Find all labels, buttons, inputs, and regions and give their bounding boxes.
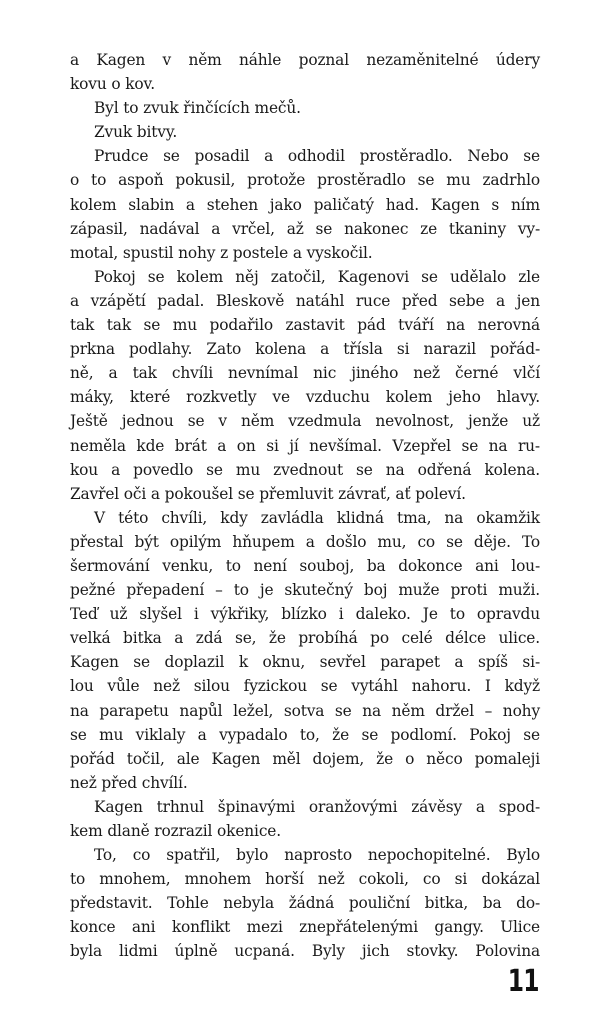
text-line: Kagen trhnul špinavými oranžovými závěsy a spod- (94, 797, 540, 816)
text-line: a Kagen v něm náhle poznal nezaměnitelné údery (70, 51, 540, 69)
text-line: lou vůle než silou fyzickou se vytáhl nahoru. I když (70, 677, 540, 696)
text-line: Kagen se doplazil k oknu, sevřel parapet a spíš si- (70, 653, 540, 672)
text-line: kovu o kov. (70, 75, 155, 94)
text-line: přestal být opilým hňupem a došlo mu, co se děje. To (70, 532, 540, 551)
text-line: Zvuk bitvy. (94, 123, 178, 142)
page-number: 11 (507, 964, 539, 999)
text-line: se mu viklaly a vypadalo to, že se podlomí. Pokoj se (70, 725, 540, 744)
text-line: neměla kde brát a on si jí nevšímal. Vzepřel se na ru- (70, 436, 540, 455)
text-line: pořád točil, ale Kagen měl dojem, že o něco pomaleji (70, 749, 540, 768)
text-line: kou a povedlo se mu zvednout se na odřená kolena. (70, 460, 540, 479)
text-line: tak tak se mu podařilo zastavit pád tváří na nerovná (70, 316, 540, 335)
text-line: To, co spatřil, bylo naprosto nepochopitelné. Bylo (94, 846, 540, 865)
text-line: to mnohem, mnohem horší než cokoli, co si dokázal (70, 870, 540, 889)
text-line: Pokoj se kolem něj zatočil, Kagenovi se udělalo zle (94, 267, 540, 286)
text-line: byla lidmi úplně ucpaná. Byly jich stovky. Polovina (70, 942, 540, 961)
text-line: motal, spustil nohy z postele a vyskočil. (70, 243, 373, 262)
text-line: velká bitka a zdá se, že probíhá po celé délce ulice. (70, 629, 540, 648)
text-line: než před chvílí. (70, 773, 188, 792)
text-line: konce ani konflikt mezi znepřátelenými gangy. Ulice (70, 918, 540, 937)
text-line: na parapetu napůl ležel, sotva se na něm držel – nohy (70, 701, 540, 720)
body-text (70, 48, 540, 964)
text-line: a vzápětí padal. Bleskově natáhl ruce před sebe a jen (70, 291, 540, 310)
text-line: máky, které rozkvetly ve vzduchu kolem jeho hlavy. (70, 388, 540, 407)
text-line: prkna podlahy. Zato kolena a třísla si narazil pořád- (70, 340, 540, 359)
text-line: Teď už slyšel i výkřiky, blízko i daleko. Je to opravdu (70, 605, 540, 624)
text-line: Byl to zvuk řinčících mečů. (94, 99, 301, 118)
text-line: o to aspoň pokusil, protože prostěradlo se mu zadrhlo (70, 171, 540, 190)
text-line: představit. Tohle nebyla žádná pouliční bitka, ba do- (70, 894, 540, 913)
text-line: šermování venku, to není souboj, ba dokonce ani lou- (70, 556, 540, 575)
text-line: pežné přepadení – to je skutečný boj muže proti muži. (70, 581, 540, 600)
text-line: Ještě jednou se v něm vzedmula nevolnost, jenže už (70, 412, 540, 431)
text-line: kolem slabin a stehen jako paličatý had. Kagen s ním (70, 195, 540, 214)
text-line: Prudce se posadil a odhodil prostěradlo. Nebo se (94, 147, 540, 166)
text-line: ně, a tak chvíli nevnímal nic jiného než černé vlčí (70, 364, 540, 383)
text-line: Zavřel oči a pokoušel se přemluvit závrať, ať poleví. (70, 484, 466, 503)
text-line: zápasil, nadával a vrčel, až se nakonec ze tkaniny vy- (70, 219, 540, 238)
text-line: V této chvíli, kdy zavládla klidná tma, na okamžik (94, 508, 540, 527)
text-line: kem dlaně rozrazil okenice. (70, 822, 281, 840)
